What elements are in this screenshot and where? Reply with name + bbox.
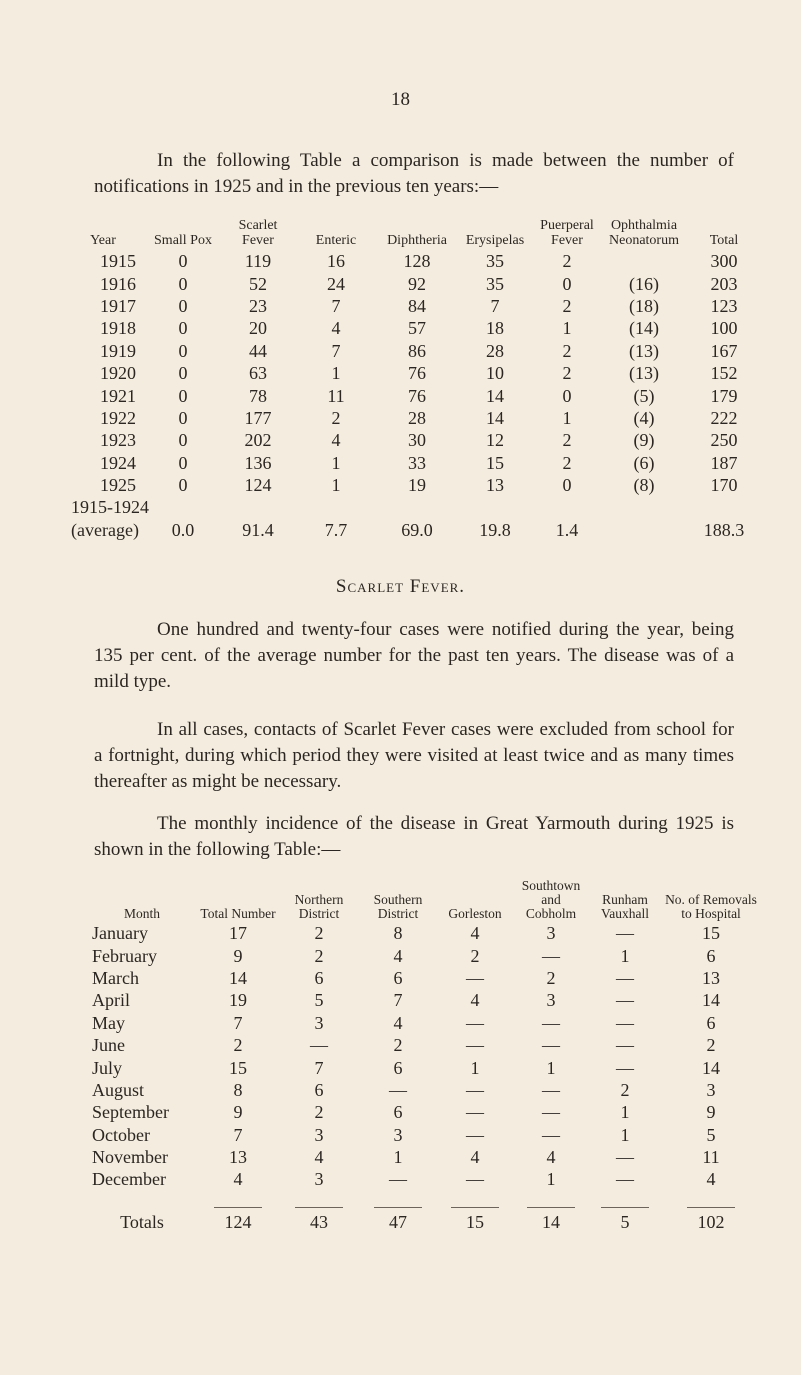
table-cell: 6 [314, 967, 324, 988]
table-cell: 10 [486, 363, 504, 384]
table-cell: 0 [178, 475, 188, 496]
table-cell: 33 [408, 452, 426, 473]
column-header: Scarlet Fever [238, 218, 278, 248]
empty-cell [686, 496, 762, 518]
table-cell: 1919 [100, 340, 136, 361]
table-cell: 0.0 [171, 519, 195, 540]
table-cell: (8) [633, 475, 655, 496]
table-cell: 13 [229, 1147, 247, 1168]
table-row [60, 384, 762, 406]
table-cell: 3 [314, 1169, 324, 1190]
table-cell: 0 [178, 295, 188, 316]
empty-cell [602, 496, 686, 518]
table-cell: 102 [697, 1211, 725, 1232]
table-cell: 11 [327, 385, 345, 406]
table-cell: 4 [470, 990, 480, 1011]
table-cell: 0 [562, 273, 572, 294]
divider [214, 1207, 262, 1208]
table-cell: 1 [331, 475, 341, 496]
table-cell: 44 [249, 340, 267, 361]
table-cell: 8 [233, 1079, 243, 1100]
paragraph-text: One hundred and twenty-four cases were notified during the year, being 135 per cent. of the average number for the past ten years. The disease was of a mild type. [94, 619, 734, 692]
table-cell: — [466, 967, 484, 988]
table-cell: 2 [562, 430, 572, 451]
table-cell: 3 [706, 1079, 716, 1100]
table-cell: — [616, 990, 634, 1011]
table-cell: 35 [486, 251, 504, 272]
table-cell: — [389, 1169, 407, 1190]
table-cell: 9 [706, 1102, 716, 1123]
table-cell: — [616, 1057, 634, 1078]
divider [374, 1207, 422, 1208]
table-cell: 0 [178, 318, 188, 339]
table-row [86, 1034, 760, 1056]
divider [451, 1207, 499, 1208]
table-cell: — [310, 1035, 328, 1056]
table-cell: 28 [486, 340, 504, 361]
intro-text: In the following Table a comparison is made between the number of notifications in 1925 and in the previous ten years:— [94, 150, 734, 197]
table-cell: July [92, 1057, 123, 1078]
table-cell: 18 [486, 318, 504, 339]
table-cell: (13) [629, 363, 659, 384]
table-cell: 0 [178, 452, 188, 473]
table-cell: 1924 [100, 452, 136, 473]
table-cell: 76 [408, 385, 426, 406]
empty-cell [532, 496, 602, 518]
table-row [60, 362, 762, 384]
column-header: Northern District [294, 892, 344, 921]
totals-row [86, 1191, 760, 1233]
table-row [60, 474, 762, 496]
table-cell: 2 [546, 967, 556, 988]
table-row [60, 250, 762, 272]
table-cell: 3 [314, 1012, 324, 1033]
column-header: Total [709, 233, 739, 248]
column-header: Month [123, 906, 160, 921]
table-cell: 123 [710, 295, 738, 316]
table-cell: 5 [314, 990, 324, 1011]
table-cell: November [92, 1147, 168, 1168]
table-cell: January [92, 923, 148, 944]
table-row [86, 1079, 760, 1101]
paragraph [94, 617, 734, 695]
table-cell: 0 [178, 407, 188, 428]
table-cell: 19 [408, 475, 426, 496]
table-cell: — [542, 1102, 560, 1123]
column-header: Diphtheria [387, 233, 447, 248]
table-cell: 6 [706, 945, 716, 966]
table-cell: 1922 [100, 407, 136, 428]
table-cell: 4 [314, 1147, 324, 1168]
table-cell: (16) [629, 273, 659, 294]
table-cell: 2 [331, 407, 341, 428]
table-cell: 13 [486, 475, 504, 496]
column-header: Small Pox [154, 233, 212, 248]
table-cell: 63 [249, 363, 267, 384]
table-cell: April [92, 990, 130, 1011]
table-cell: 4 [470, 1147, 480, 1168]
table-cell: 6 [393, 1057, 403, 1078]
table-cell: 2 [314, 945, 324, 966]
table-cell: 179 [710, 385, 738, 406]
table-row [86, 1012, 760, 1034]
table-cell: 3 [393, 1124, 403, 1145]
table-cell: 19.8 [479, 519, 511, 540]
table-cell: 1 [393, 1147, 403, 1168]
table-cell: 30 [408, 430, 426, 451]
table-cell: 2 [314, 923, 324, 944]
table-cell: 0 [178, 385, 188, 406]
divider [601, 1207, 649, 1208]
table-cell: — [616, 1012, 634, 1033]
table-cell: 47 [389, 1211, 407, 1232]
table-cell: — [466, 1012, 484, 1033]
table-cell: 20 [249, 318, 267, 339]
table-cell: 4 [331, 430, 341, 451]
table-cell: 222 [710, 407, 738, 428]
table-cell: 7 [331, 340, 341, 361]
table-cell: 14 [702, 1057, 720, 1078]
table-cell: 188.3 [703, 519, 745, 540]
table-cell: 1921 [100, 385, 136, 406]
paragraph [94, 811, 734, 863]
divider [687, 1207, 735, 1208]
table-cell: 14 [702, 990, 720, 1011]
table-cell: 1 [546, 1169, 556, 1190]
table-cell: 86 [408, 340, 426, 361]
table-row [86, 1124, 760, 1146]
table-row [86, 1101, 760, 1123]
column-header: No. of Removals to Hospital [665, 892, 757, 921]
table-header-row [60, 205, 762, 250]
table-cell: 76 [408, 363, 426, 384]
monthly-incidence-table [86, 878, 760, 1233]
table-cell: 17 [229, 923, 247, 944]
table-cell: — [389, 1079, 407, 1100]
table-cell: — [616, 967, 634, 988]
table-cell: — [542, 1035, 560, 1056]
table-cell: 14 [229, 967, 247, 988]
column-header: Southern District [373, 892, 423, 921]
table-cell: 91.4 [242, 519, 274, 540]
divider [295, 1207, 343, 1208]
column-header: Total Number [200, 906, 276, 921]
table-cell: September [92, 1102, 169, 1123]
table-cell: 2 [470, 945, 480, 966]
table-cell: 4 [393, 945, 403, 966]
table-cell: 3 [546, 990, 556, 1011]
paragraph-text: The monthly incidence of the disease in Great Yarmouth during 1925 is shown in the following Table:— [94, 813, 734, 860]
table-cell: August [92, 1079, 145, 1100]
table-cell: 128 [403, 251, 431, 272]
table-cell: 15 [702, 923, 720, 944]
table-cell: 202 [244, 430, 272, 451]
table-cell: — [616, 1169, 634, 1190]
table-cell: 35 [486, 273, 504, 294]
table-cell: 1920 [100, 363, 136, 384]
table-cell: 124 [224, 1211, 252, 1232]
page-number: 18 [391, 89, 410, 110]
paragraph-text: In all cases, contacts of Scarlet Fever cases were excluded from school for a fortnight, during which period they were visited at least twice and as many times thereafter as might be necessary. [94, 719, 734, 792]
table-cell: 4 [233, 1169, 243, 1190]
table-cell: 1 [331, 363, 341, 384]
table-cell: 13 [702, 967, 720, 988]
table-cell [602, 519, 686, 541]
table-cell: 4 [331, 318, 341, 339]
table-cell: 84 [408, 295, 426, 316]
table-cell: 57 [408, 318, 426, 339]
table-cell: 23 [249, 295, 267, 316]
table-row [60, 295, 762, 317]
table-cell: 250 [710, 430, 738, 451]
table-cell: 152 [710, 363, 738, 384]
table-cell: 0 [178, 273, 188, 294]
table-cell: 92 [408, 273, 426, 294]
table-cell: 12 [486, 430, 504, 451]
table-cell: 14 [486, 385, 504, 406]
table-cell: (9) [633, 430, 655, 451]
section-heading: Scarlet Fever. [335, 576, 466, 597]
paragraph [94, 717, 734, 795]
table-cell: — [542, 945, 560, 966]
table-cell: 2 [562, 340, 572, 361]
table-cell: 1.4 [555, 519, 579, 540]
table-cell: 2 [562, 295, 572, 316]
table-cell: — [466, 1169, 484, 1190]
table-cell: 0 [178, 363, 188, 384]
table-cell: December [92, 1169, 166, 1190]
column-header: Southtown and Cobholm [521, 878, 581, 921]
table-cell: 6 [393, 1102, 403, 1123]
column-header: Runham Vauxhall [601, 892, 649, 921]
table-cell: — [542, 1079, 560, 1100]
table-cell: March [92, 967, 139, 988]
table-cell: 167 [710, 340, 738, 361]
empty-cell [458, 496, 532, 518]
table-cell: 2 [706, 1035, 716, 1056]
table-cell: 6 [706, 1012, 716, 1033]
table-cell: 2 [393, 1035, 403, 1056]
table-row [86, 1056, 760, 1078]
intro-paragraph [94, 148, 734, 200]
table-cell: 19 [229, 990, 247, 1011]
table-cell: 1916 [100, 273, 136, 294]
table-cell: 7 [393, 990, 403, 1011]
table-row [60, 429, 762, 451]
empty-cell [376, 496, 458, 518]
column-header: Erysipelas [465, 233, 525, 248]
table-cell: May [92, 1012, 125, 1033]
table-cell: 2 [562, 363, 572, 384]
table-cell: (18) [629, 295, 659, 316]
table-cell: 4 [393, 1012, 403, 1033]
table-row [86, 989, 760, 1011]
table-cell: 177 [244, 407, 272, 428]
table-cell: 3 [546, 923, 556, 944]
table-row [60, 407, 762, 429]
table-cell: 4 [470, 923, 480, 944]
table-cell: — [616, 1147, 634, 1168]
table-cell: 69.0 [401, 519, 433, 540]
table-cell: (5) [633, 385, 655, 406]
table-cell: 6 [314, 1079, 324, 1100]
table-cell: (4) [633, 407, 655, 428]
table-cell: 7 [314, 1057, 324, 1078]
table-cell: — [466, 1035, 484, 1056]
average-label: 1915-1924 [71, 497, 149, 518]
table-cell: 14 [542, 1211, 560, 1232]
table-cell: 7 [233, 1124, 243, 1145]
table-cell: 7 [233, 1012, 243, 1033]
column-header: Enteric [315, 233, 357, 248]
table-cell: 1 [620, 1124, 630, 1145]
table-cell: Totals [120, 1211, 164, 1232]
table-cell: 0 [562, 385, 572, 406]
comparison-table [60, 205, 762, 541]
table-cell: 1 [331, 452, 341, 473]
table-cell: (13) [629, 340, 659, 361]
column-header: Gorleston [448, 906, 502, 921]
table-row [86, 1146, 760, 1168]
table-cell: 2 [620, 1079, 630, 1100]
table-cell: 4 [546, 1147, 556, 1168]
table-cell: 15 [466, 1211, 484, 1232]
table-cell: 0 [178, 340, 188, 361]
empty-cell [146, 496, 220, 518]
table-cell: 43 [310, 1211, 328, 1232]
table-cell: 11 [702, 1147, 720, 1168]
table-header-row [86, 878, 760, 922]
table-cell: 300 [710, 251, 738, 272]
empty-cell [220, 496, 296, 518]
table-cell: 1917 [100, 295, 136, 316]
table-cell: 24 [327, 273, 345, 294]
table-cell: 124 [244, 475, 272, 496]
table-cell: 1925 [100, 475, 136, 496]
table-cell: — [616, 923, 634, 944]
table-cell: 1915 [100, 251, 136, 272]
table-row [60, 272, 762, 294]
table-cell: — [616, 1035, 634, 1056]
table-cell: 15 [229, 1057, 247, 1078]
table-cell: 7 [331, 295, 341, 316]
table-cell: February [92, 945, 157, 966]
table-cell: 0 [178, 251, 188, 272]
table-cell: 1923 [100, 430, 136, 451]
table-cell: 2 [562, 251, 572, 272]
table-cell: 1918 [100, 318, 136, 339]
table-cell: 5 [706, 1124, 716, 1145]
table-cell: 9 [233, 945, 243, 966]
table-cell [602, 250, 686, 272]
table-cell: 187 [710, 452, 738, 473]
table-cell: 7.7 [324, 519, 348, 540]
table-cell: (6) [633, 452, 655, 473]
table-row [86, 1168, 760, 1190]
average-label-row [60, 496, 762, 518]
table-row [60, 317, 762, 339]
table-cell: 1 [470, 1057, 480, 1078]
empty-cell [296, 496, 376, 518]
table-cell: 14 [486, 407, 504, 428]
table-cell: 1 [562, 407, 572, 428]
table-cell: 100 [710, 318, 738, 339]
table-cell: 1 [620, 945, 630, 966]
table-cell: 170 [710, 475, 738, 496]
table-cell: 2 [233, 1035, 243, 1056]
table-cell: 0 [178, 430, 188, 451]
table-cell: 119 [244, 251, 272, 272]
table-cell: 5 [620, 1211, 630, 1232]
table-cell: (average) [71, 519, 139, 540]
table-cell: 203 [710, 273, 738, 294]
table-cell: 1 [620, 1102, 630, 1123]
table-cell: 2 [314, 1102, 324, 1123]
table-cell: — [466, 1124, 484, 1145]
table-row [86, 944, 760, 966]
table-cell: 16 [327, 251, 345, 272]
column-header: Puerperal Fever [540, 218, 594, 248]
table-cell: — [466, 1079, 484, 1100]
table-cell: October [92, 1124, 150, 1145]
table-cell: 2 [562, 452, 572, 473]
table-cell: 15 [486, 452, 504, 473]
divider [527, 1207, 575, 1208]
table-cell: — [542, 1124, 560, 1145]
table-cell: June [92, 1035, 125, 1056]
table-cell: — [542, 1012, 560, 1033]
table-cell: 1 [546, 1057, 556, 1078]
table-cell: 7 [490, 295, 500, 316]
table-cell: (14) [629, 318, 659, 339]
table-cell: 3 [314, 1124, 324, 1145]
table-cell: — [466, 1102, 484, 1123]
table-cell: 8 [393, 923, 403, 944]
average-row [60, 519, 762, 541]
table-cell: 78 [249, 385, 267, 406]
table-cell: 28 [408, 407, 426, 428]
table-cell: 9 [233, 1102, 243, 1123]
table-row [60, 340, 762, 362]
table-row [86, 967, 760, 989]
table-row [60, 452, 762, 474]
column-header: Ophthalmia Neonatorum [609, 218, 679, 248]
table-row [86, 922, 760, 944]
column-header: Year [90, 233, 116, 248]
table-cell: 6 [393, 967, 403, 988]
table-cell: 0 [562, 475, 572, 496]
table-cell: 1 [562, 318, 572, 339]
table-cell: 136 [244, 452, 272, 473]
table-cell: 4 [706, 1169, 716, 1190]
table-cell: 52 [249, 273, 267, 294]
